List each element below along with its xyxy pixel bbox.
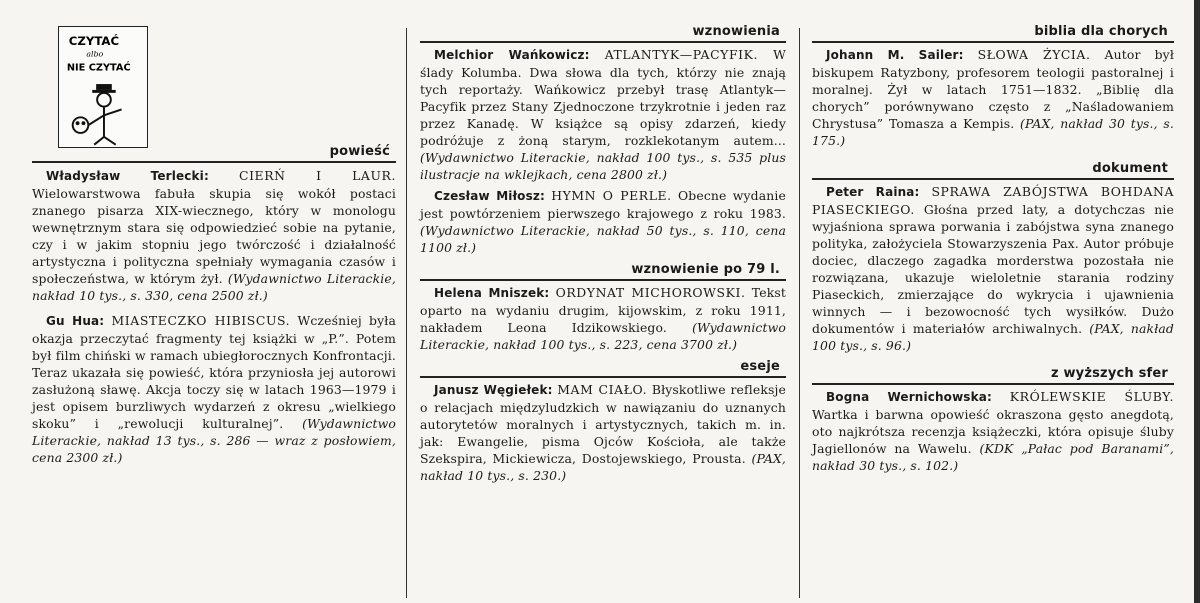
review-body: Głośna przed laty, a dotychczas nie wyjaśniona sprawa porwania i zabójstwa syna znanego polityka, założyciela Stowarzyszenia Pax. Autor próbuje dociec, dlaczego zagadka morderstwa pozostała nie rozwiązana, ukazuje wieloletnie starania rodziny Piaseckich, zmierzające do wykrycia i ujawnienia winnych — i bezowocność tych wysiłków. Dużo dokumentów i materiałów archiwalnych.: [812, 202, 1175, 336]
review-sailer: [812, 46, 1174, 149]
review-author: Bogna Wernichowska:: [826, 390, 992, 404]
review-title: MIASTECZKO HIBISCUS.: [111, 313, 291, 328]
section-heading-z-wyzszych-sfer: z wyższych sfer: [812, 364, 1174, 385]
review-body: W ślady Kolumba. Dwa słowa dla tych, którzy nie znają tych reportaży. Wańkowicz przebył trasę Atlantyk—Pacyfik przez Stany Zjednoczone trzykrotnie i jeden raz przez Kanadę. W książce są opisy zdarzeń, kiedy podróżuje z żoną starym, rozklekotanym autem...: [420, 47, 787, 148]
review-title: CIERŃ I LAUR.: [238, 168, 396, 183]
review-author: Janusz Węgiełek:: [434, 383, 553, 397]
review-publication: (PAX, nakład 30 tys., s. 175.): [812, 116, 1174, 148]
review-body: Błyskotliwe refleksje o relacjach międzyludzkich w nawiązaniu do uznanych autorytetów moralnych i artystycznych, takich m. in. jak: Ewangelie, pisma Ojców Kościoła, ale także Szekspira, Mickiewicza, Dostojewskiego, Prousta.: [420, 382, 786, 466]
logo-line2: albo: [86, 49, 104, 59]
review-title: SŁOWA ŻYCIA.: [977, 47, 1091, 62]
section-heading-wznowienie-po-79: wznowienie po 79 l.: [420, 260, 786, 281]
review-publication: (Wydawnictwo Literackie, nakład 50 tys., s. 110, cena 1100 zł.): [420, 223, 786, 255]
review-mniszek: [420, 284, 786, 353]
review-author: Peter Raina:: [826, 185, 920, 199]
review-milosz: [420, 187, 786, 256]
review-body: Wcześniej była okazja przeczytać fragmenty tej książki w „P.”. Potem był film chiński w ramach ubiegłorocznych Konfrontacji. Teraz ukazała się powieść, która przyniosła jej autorowi zasłużoną sławę. Akcja toczy się w latach 1963—1979 i jest opisem burzliwych wydarzeń z okresu „wielkiego skoku” i „rewolucji kulturalnej”.: [32, 313, 396, 431]
review-title: HYMN O PERLE.: [551, 188, 672, 203]
review-author: Johann M. Sailer:: [826, 48, 964, 62]
review-wankowicz: [420, 46, 786, 183]
review-author: Władysław Terlecki:: [46, 169, 209, 183]
review-body: Wielowarstwowa fabuła skupia się wokół postaci znanego pisarza XIX-wiecznego, który w monologu wewnętrznym stara się odpowiedzieć sobie na pytanie, czy i w jakim stopniu jego twórczość i działalność artystyczna i polityczna spełniały wymagania czasów i społeczeństwa, w którym żył.: [32, 186, 396, 286]
section-heading-wznowienia: wznowienia: [420, 22, 786, 43]
review-author: Gu Hua:: [46, 314, 105, 328]
review-wernichowska: [812, 388, 1174, 474]
review-publication: (Wydawnictwo Literackie, nakład 13 tys., s. 286 — wraz z posłowiem, cena 2300 zł.): [32, 416, 397, 465]
section-heading-powiesc: powieść: [32, 142, 396, 163]
page-edge: [1194, 0, 1200, 603]
review-title: KRÓLEWSKIE ŚLUBY.: [1009, 389, 1174, 404]
logo-line3: NIE CZYTAĆ: [66, 62, 131, 74]
review-author: Helena Mniszek:: [434, 286, 550, 300]
czytac-albo-nie-czytac-logo: [58, 26, 148, 148]
review-body: Autor był biskupem Ratyzbony, profesorem teologii pastoralnej i moralnej. Żył w latach 1751—1832. „Biblię dla chorych” porównywano często z „Naśladowaniem Chrystusa” Tomasza a Kempis.: [812, 47, 1174, 131]
review-publication: (KDK „Pałac pod Baranami”, nakład 30 tys., s. 102.): [812, 441, 1174, 473]
review-publication: (Wydawnictwo Literackie, nakład 10 tys., s. 330, cena 2500 zł.): [32, 271, 396, 303]
review-title: ORDYNAT MICHOROWSKI.: [555, 285, 746, 300]
section-heading-dokument: dokument: [812, 159, 1174, 180]
review-wegielek: [420, 381, 786, 484]
logo-drawing-icon: [59, 27, 147, 147]
review-raina: [812, 183, 1174, 354]
review-title: SPRAWA ZABÓJSTWA BOHDANA PIASECKIEGO.: [812, 184, 1174, 217]
review-author: Czesław Miłosz:: [434, 189, 545, 203]
review-body: Wartka i barwna opowieść okraszona gęsto anegdotą, oto najkrótsza recenzja książeczki, która opisuje śluby Jagiellonów na Wawelu.: [812, 407, 1174, 456]
review-title: MAM CIAŁO.: [557, 382, 648, 397]
review-terlecki: [32, 167, 396, 304]
review-publication: (PAX, nakład 100 tys., s. 96.): [812, 321, 1174, 353]
column-divider-1: [406, 28, 407, 598]
review-body: Tekst oparto na wydaniu drugim, kijowskim, z roku 1911, nakładem Leona Idzikowskiego.: [420, 285, 786, 335]
review-gu-hua: [32, 312, 396, 466]
review-publication: (Wydawnictwo Literackie, nakład 100 tys., s. 223, cena 3700 zł.): [420, 320, 787, 352]
logo-line1: CZYTAĆ: [68, 33, 120, 48]
review-author: Melchior Wańkowicz:: [434, 48, 590, 62]
column-2: [420, 22, 786, 488]
section-heading-biblia: biblia dla chorych: [812, 22, 1174, 43]
review-publication: (Wydawnictwo Literackie, nakład 100 tys., s. 535 plus ilustracje na wklejkach, cena 2800 zł.): [420, 150, 786, 182]
review-title: ATLANTYK—PACYFIK.: [604, 47, 759, 62]
column-3: [812, 22, 1174, 478]
section-heading-eseje: eseje: [420, 357, 786, 378]
review-body: Obecne wydanie jest powtórzeniem pierwszego krajowego z roku 1983.: [420, 188, 787, 221]
review-publication: (PAX, nakład 10 tys., s. 230.): [420, 451, 786, 483]
column-divider-2: [799, 28, 800, 598]
column-1: [32, 142, 396, 470]
